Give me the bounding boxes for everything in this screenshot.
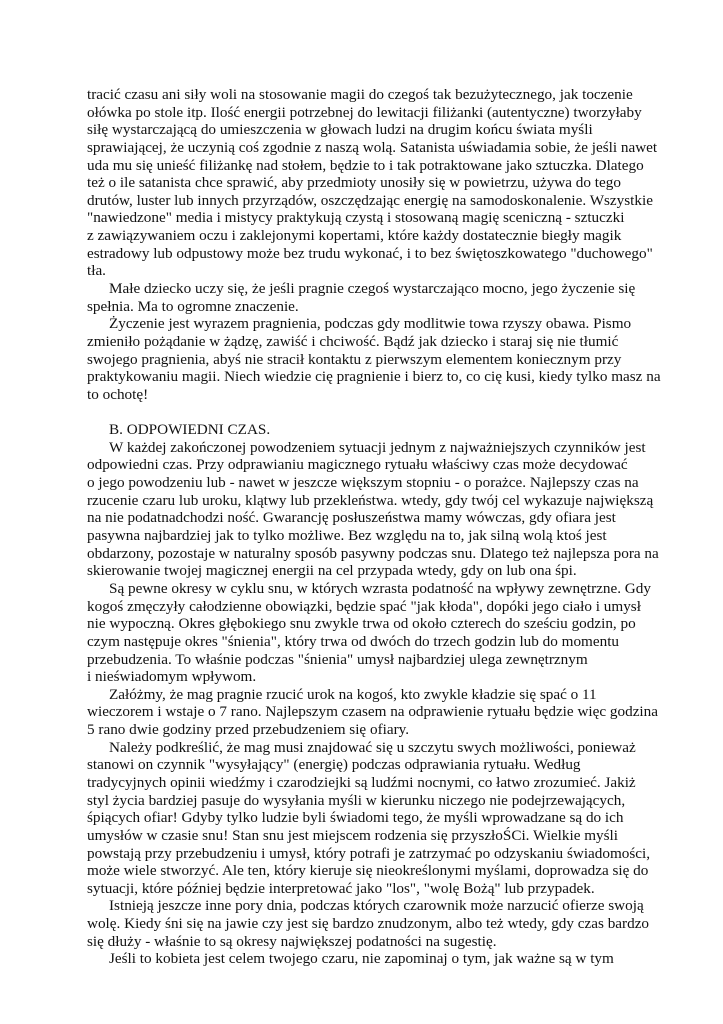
text-line: kogoś zmęczyły całodzienne obowiązki, będzie spać "jak kłoda", dopóki jego ciało i umysł — [87, 597, 641, 615]
text-line: Są pewne okresy w cyklu snu, w których wzrasta podatność na wpływy zewnętrzne. Gdy — [109, 579, 651, 597]
paragraph — [87, 579, 651, 686]
paragraph — [87, 315, 661, 403]
text-line: nie wypoczną. Okres głębokiego snu zwykle trwa od około czterech do sześciu godzin, po — [87, 615, 636, 633]
paragraph-gap — [87, 404, 647, 422]
text-line: Jeśli to kobieta jest celem twojego czaru, nie zapominaj o tym, jak ważne są w tym — [109, 950, 614, 968]
text-line: powstają przy przebudzeniu i umysł, który potrafi je zatrzymać po odzyskaniu świadomości, — [87, 844, 651, 862]
text-line: Istnieją jeszcze inne pory dnia, podczas których czarownik może narzucić ofierze swoją — [109, 897, 644, 915]
text-line: wieczorem i wstaje o 7 rano. Najlepszym czasem na odprawienie rytuału będzie więc godzina — [87, 703, 658, 721]
paragraph — [87, 685, 658, 739]
paragraph — [87, 897, 650, 950]
text-line: śpiących ofiar! Gdyby tylko ludzie byli świadomi tego, że myśli wprowadzane są do ich — [87, 809, 624, 827]
text-line: tradycyjnych opinii wiedźmy i czarodziejki są ludźmi nocnymi, co łatwo zrozumieć. Jakiż — [87, 773, 636, 791]
text-line: drutów, luster lub innych przyrządów, oszczędzając energię na samodoskonalenie. Wszystkie — [87, 191, 653, 209]
text-line: na nie podatnadchodzi ność. Gwarancję posłuszeństwa mamy wówczas, gdy ofiara jest — [87, 509, 616, 527]
text-line: skierowanie twojej magicznej energii na cel przypada wtedy, gdy on lub ona śpi. — [87, 562, 577, 580]
text-line: umysłów w czasie snu! Stan snu jest miejscem rodzenia się przyszłoŚCi. Wielkie myśli — [87, 826, 618, 844]
section-heading: B. ODPOWIEDNI CZAS. — [109, 421, 271, 439]
text-line: W każdej zakończonej powodzeniem sytuacji jednym z najważniejszych czynników jest — [109, 438, 646, 456]
text-line: może wiele stworzyć. Ale ten, który kieruje się nieokreślonymi myślami, doprowadza się do — [87, 862, 649, 880]
paragraph — [87, 438, 659, 580]
paragraph — [87, 86, 658, 280]
text-line: stanowi on czynnik "wysyłający" (energię) podczas odprawiania rytuału. Według — [87, 756, 581, 774]
text-line: estradowy lub odpustowy może bez trudu wykonać, i to bez świętoszkowatego "duchowego" — [87, 244, 653, 262]
text-line: odpowiedni czas. Przy odprawianiu magicznego rytuału właściwy czas może decydować — [87, 456, 628, 474]
text-line: siłę wystarczającą do umieszczenia w głowach ludzi na drugim końcu świata myśli — [87, 121, 593, 139]
text-line: i nieświadomym wpływom. — [87, 668, 257, 686]
paragraph — [87, 950, 647, 968]
text-line: spełnia. Ma to ogromne znaczenie. — [87, 297, 299, 315]
text-line: to ochotę! — [87, 385, 149, 403]
text-line: tracić czasu ani siły woli na stosowanie magii do czegoś tak bezużytecznego, jak toczenie — [87, 86, 633, 103]
text-line: rzucenie czaru lub uroku, klątwy lub przekleństwa. wtedy, gdy twój cel wykazuje największą — [87, 491, 654, 509]
text-line: sprawiającej, że uczynią coś zgodnie z naszą wolą. Satanista uświadamia sobie, że jeśli nawet — [87, 138, 658, 156]
text-line: "nawiedzone" media i mistycy praktykują czystą i stosowaną magię sceniczną - sztuczki — [87, 209, 625, 227]
text-line: 5 rano dwie godziny przed przebudzeniem się ofiary. — [87, 721, 410, 739]
text-line: sytuacji, które później będzie interpretować jako "los", "wolę Bożą" lub przypadek. — [87, 879, 595, 897]
paragraph — [87, 738, 651, 898]
text-line: wolę. Kiedy śni się na jawie czy jest się bardzo znudzonym, albo też wtedy, gdy czas bardzo — [87, 915, 650, 933]
text-line: praktykowaniu magii. Niech wiedzie cię pragnienie i bierz to, co cię kusi, kiedy tylko masz na — [87, 368, 661, 386]
text-line: obdarzony, pozostaje w naturalny sposób pasywny podczas snu. Dlatego też najlepsza pora na — [87, 544, 659, 562]
text-line: przebudzenia. To właśnie podczas "śnienia" umysł najbardziej ulega zewnętrznym — [87, 650, 588, 668]
text-line: Małe dziecko uczy się, że jeśli pragnie czegoś wystarczająco mocno, jego życzenie się — [109, 280, 636, 298]
text-line: ołówka po stole itp. Ilość energii potrzebnej do lewitacji filiżanki (autentyczne) tworzyłaby — [87, 103, 642, 121]
paragraph — [87, 280, 647, 315]
text-line: tła. — [87, 262, 106, 280]
text-line: czym następuje okres "śnienia", który trwa od dwóch do trzech godzin lub do momentu — [87, 632, 620, 650]
text-line: się dłuży - właśnie to są okresy największej podatności na sugestię. — [87, 932, 497, 950]
text-line: swojego pragnienia, abyś nie stracił kontaktu z pierwszym elementem koniecznym przy — [87, 350, 622, 368]
text-line: Załóżmy, że mag pragnie rzucić urok na kogoś, kto zwykle kładzie się spać o 11 — [109, 685, 597, 703]
document-page — [87, 86, 661, 968]
text-line: pasywna najbardziej jak to tylko możliwe. Bez względu na to, jak silną wolą ktoś jest — [87, 527, 607, 545]
text-line: o jego powodzeniu lub - nawet w jeszcze większym stopniu - o porażce. Najlepszy czas na — [87, 474, 639, 492]
text-line: też o ile satanista chce sprawić, aby przedmioty unosiły się w powietrzu, używa do tego — [87, 174, 621, 192]
text-line: Należy podkreślić, że mag musi znajdować się u szczytu swych możliwości, ponieważ — [109, 738, 636, 756]
text-line: Życzenie jest wyrazem pragnienia, podczas gdy modlitwie towa rzyszy obawa. Pismo — [109, 315, 632, 333]
text-line: uda mu się unieść filiżankę nad stołem, będzie to i tak potraktowane jako sztuczka. Dlatego — [87, 156, 644, 174]
text-line: z zawiązywaniem oczu i zaklejonymi kopertami, które każdy dostatecznie biegły magik — [87, 227, 622, 245]
text-line: zmieniło pożądanie w żądzę, zawiść i chciwość. Bądź jak dziecko i staraj się nie tłumić — [87, 332, 619, 350]
text-line: styl życia bardziej pasuje do wysyłania myśli w kierunku niczego nie podejrzewających, — [87, 791, 626, 809]
